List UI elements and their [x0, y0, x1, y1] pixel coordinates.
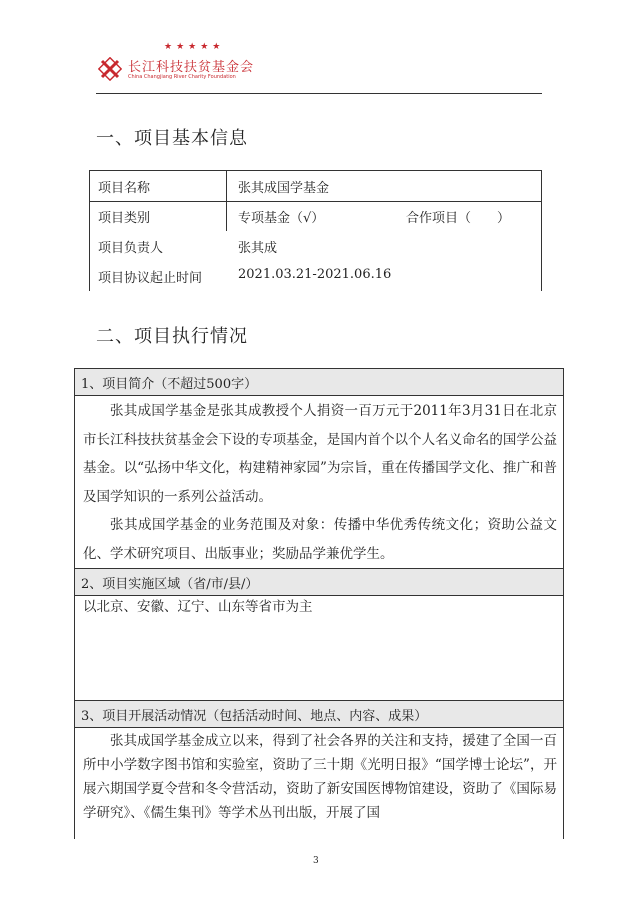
- page-number: 3: [313, 856, 319, 866]
- heading-text: 3、项目开展活动情况（包括活动时间、地点、内容、成果）: [81, 709, 428, 724]
- logo-stars: ★★★★★: [164, 42, 225, 52]
- intro-paragraph: 张其成国学基金的业务范围及对象：传播中华优秀传统文化；资助公益文化、学术研究项目、出版事业；奖励品学兼优学生。: [83, 517, 557, 562]
- foundation-logo: [98, 42, 268, 86]
- row-label: 项目名称: [98, 181, 151, 196]
- row-value: 专项基金（√）: [238, 211, 325, 226]
- table-row: [90, 231, 541, 261]
- execution-table: [74, 368, 564, 839]
- row-label: 项目类别: [98, 211, 151, 226]
- org-name-en: China Changjiang River Charity Foundation: [128, 74, 236, 80]
- region-text: 以北京、安徽、辽宁、山东等省市为主: [83, 599, 313, 615]
- row-value: 张其成国学基金: [238, 181, 330, 196]
- activities-text: 张其成国学基金成立以来，得到了社会各界的关注和支持，援建了全国一百所中小学数字图书馆和实验室，资助了三十期《光明日报》“国学博士论坛”，开展六期国学夏令营和冬令营活动，资助了新安国医博物馆建设，资助了《国际易学研究》、《儒生集刊》等学术丛刊出版，开展了国: [83, 733, 557, 821]
- heading-text: 1、项目简介（不超过500字）: [81, 377, 258, 392]
- table-row: [90, 171, 541, 202]
- section-title-execution: 二、项目执行情况: [96, 326, 248, 347]
- basic-info-table: [89, 170, 542, 291]
- row-value: 张其成: [238, 241, 278, 256]
- logo-mark-icon: [98, 57, 122, 81]
- row-value: 2021.03.21-2021.06.16: [238, 267, 392, 282]
- header-divider: [96, 93, 542, 94]
- region-heading: [75, 568, 563, 596]
- row-label: 项目负责人: [98, 241, 164, 256]
- intro-heading: [75, 368, 563, 396]
- org-name: 长江科技扶贫基金会: [128, 60, 255, 75]
- table-row: [90, 201, 541, 231]
- section-title-basic-info: 一、项目基本信息: [96, 128, 248, 149]
- intro-paragraph: 张其成国学基金是张其成教授个人捐资一百万元于2011年3月31日在北京市长江科技扶贫基金会下设的专项基金，是国内首个以个人名义命名的国学公益基金。以“弘扬中华文化，构建精神家园”为宗旨，重在传播国学文化、推广和普及国学知识的一系列公益活动。: [83, 403, 557, 505]
- activities-heading: [75, 700, 563, 728]
- row-extra-value: 合作项目（ ）: [406, 211, 511, 226]
- row-label: 项目协议起止时间: [98, 271, 203, 286]
- heading-text: 2、项目实施区域（省/市/县/）: [81, 577, 259, 592]
- table-row: [90, 261, 541, 291]
